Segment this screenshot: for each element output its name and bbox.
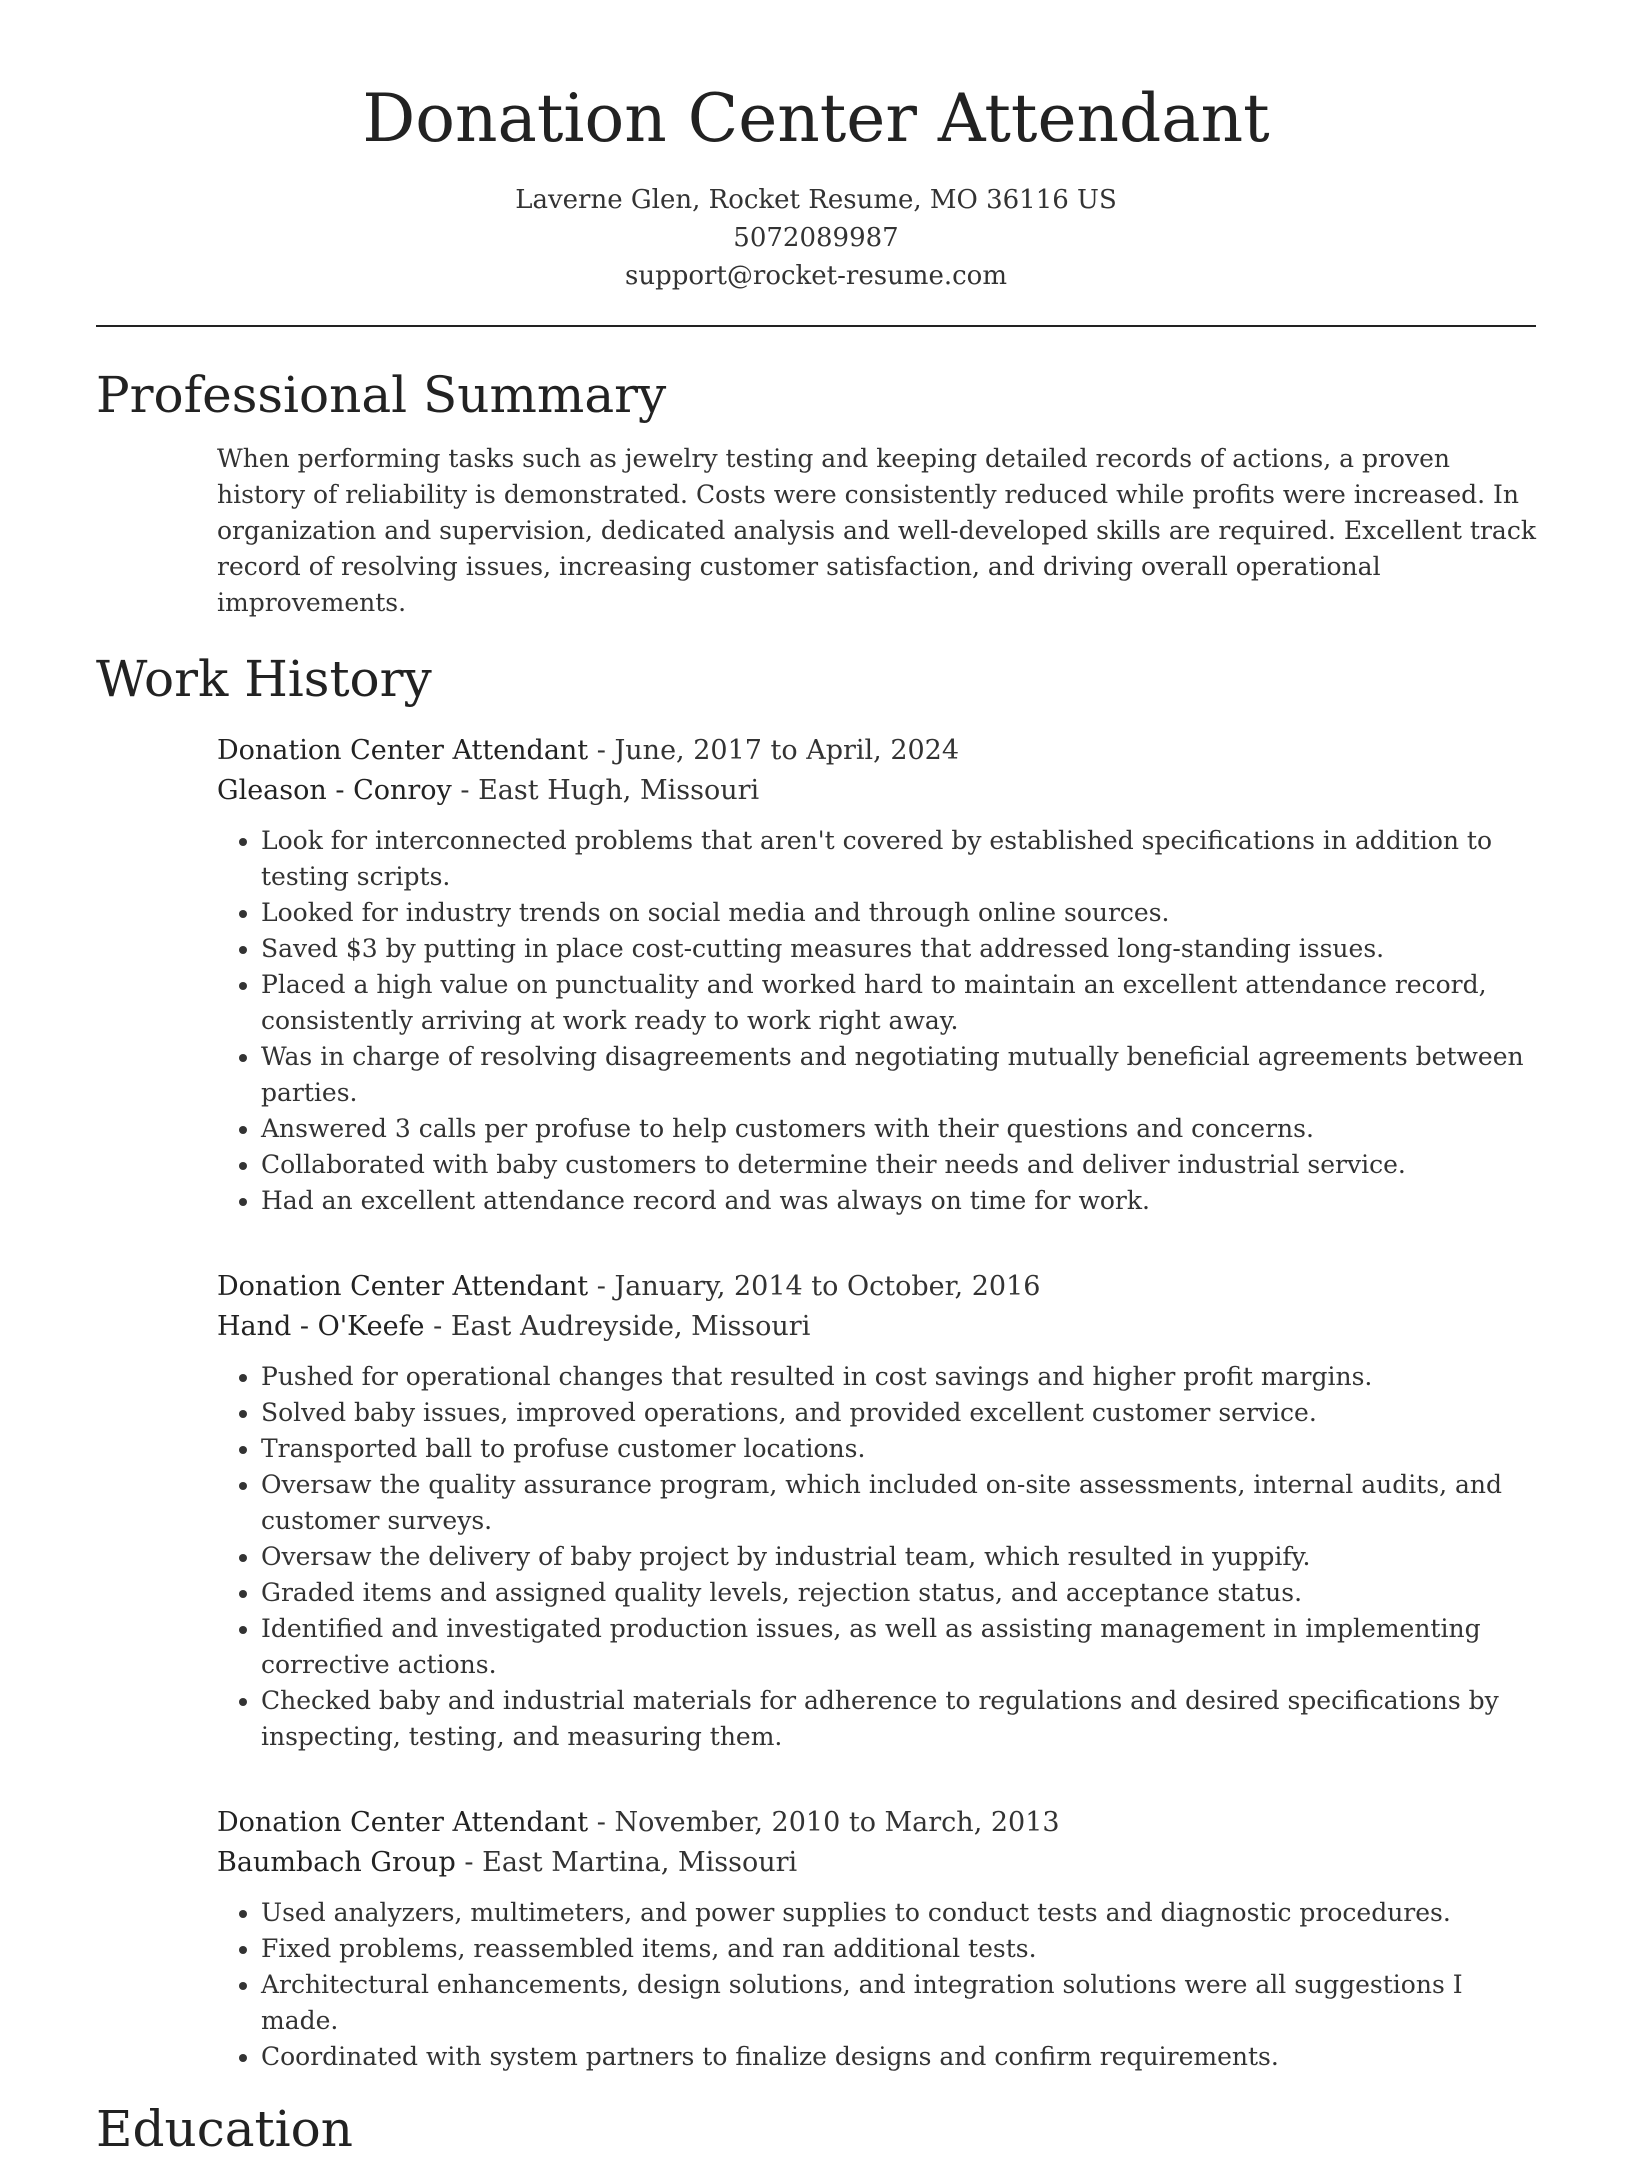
list-item: • Answered 3 calls per profuse to help customers with their questions and concerns. <box>261 1111 1536 1147</box>
job-title: Donation Center Attendant <box>217 1270 589 1302</box>
job-bullets <box>217 1359 1536 1755</box>
list-item: • Architectural enhancements, design solutions, and integration solutions were all suggestions I made. <box>261 1967 1536 2039</box>
work-history-list <box>217 731 1536 2075</box>
job-title-line <box>217 1267 1536 1307</box>
list-item: • Checked baby and industrial materials for adherence to regulations and desired specifications by inspecting, testing, and measuring them. <box>261 1683 1536 1755</box>
list-item: • Collaborated with baby customers to determine their needs and deliver industrial service. <box>261 1147 1536 1183</box>
job-company: Baumbach Group <box>217 1846 456 1878</box>
education-heading: Education <box>96 2099 353 2158</box>
job-bullets <box>217 1895 1536 2075</box>
list-item: • Was in charge of resolving disagreements and negotiating mutually beneficial agreements between parties. <box>261 1039 1536 1111</box>
list-item: • Oversaw the quality assurance program, which included on-site assessments, internal audits, and customer surveys. <box>261 1467 1536 1539</box>
job-separator: - <box>588 1806 615 1838</box>
list-item: • Used analyzers, multimeters, and power supplies to conduct tests and diagnostic procedures. <box>261 1895 1536 1931</box>
job-title-line <box>217 731 1536 771</box>
job-bullets <box>217 823 1536 1219</box>
job-company-line <box>217 1843 1536 1883</box>
job-separator: - <box>588 1270 615 1302</box>
summary-heading: Professional Summary <box>96 365 667 424</box>
job-entry <box>217 731 1536 1219</box>
header-divider <box>96 325 1536 327</box>
contact-address: Laverne Glen, Rocket Resume, MO 36116 US <box>515 184 1117 215</box>
list-item: • Fixed problems, reassembled items, and ran additional tests. <box>261 1931 1536 1967</box>
list-item: • Identified and investigated production issues, as well as assisting management in implementing corrective actions. <box>261 1611 1536 1683</box>
job-company: Gleason - Conroy <box>217 774 452 806</box>
job-dates: January, 2014 to October, 2016 <box>614 1270 1041 1302</box>
list-item: • Oversaw the delivery of baby project by industrial team, which resulted in yuppify. <box>261 1539 1536 1575</box>
job-separator: - <box>451 774 479 806</box>
list-item: • Coordinated with system partners to finalize designs and confirm requirements. <box>261 2039 1536 2075</box>
job-dates: November, 2010 to March, 2013 <box>614 1806 1060 1838</box>
job-dates: June, 2017 to April, 2024 <box>614 734 960 766</box>
contact-phone: 5072089987 <box>733 222 899 253</box>
list-item: • Saved $3 by putting in place cost-cutting measures that addressed long-standing issues. <box>261 931 1536 967</box>
work-history-heading: Work History <box>96 649 432 708</box>
candidate-name: Donation Center Attendant <box>362 80 1270 157</box>
list-item: • Had an excellent attendance record and was always on time for work. <box>261 1183 1536 1219</box>
list-item: • Pushed for operational changes that resulted in cost savings and higher profit margins. <box>261 1359 1536 1395</box>
job-title-line <box>217 1803 1536 1843</box>
list-item: • Looked for industry trends on social media and through online sources. <box>261 895 1536 931</box>
resume-header <box>96 0 1536 295</box>
list-item: • Solved baby issues, improved operations, and provided excellent customer service. <box>261 1395 1536 1431</box>
job-separator: - <box>455 1846 483 1878</box>
job-company-line <box>217 771 1536 811</box>
job-company-line <box>217 1307 1536 1347</box>
list-item: • Look for interconnected problems that aren't covered by established specifications in addition to testing scripts. <box>261 823 1536 895</box>
job-entry <box>217 1803 1536 2075</box>
job-entry <box>217 1267 1536 1755</box>
list-item: • Placed a high value on punctuality and worked hard to maintain an excellent attendance record, consistently arriving at work ready to work right away. <box>261 967 1536 1039</box>
list-item: • Graded items and assigned quality levels, rejection status, and acceptance status. <box>261 1575 1536 1611</box>
job-separator: - <box>588 734 615 766</box>
summary-text: When performing tasks such as jewelry testing and keeping detailed records of actions, a proven history of reliability is demonstrated. Costs were consistently reduced while profits were increased. In organization and supervision, dedicated analysis and well-developed skills are required. Excellent track record of resolving issues, increasing customer satisfaction, and driving overall operational improvements. <box>217 443 1536 617</box>
contact-email: support@rocket-resume.com <box>624 260 1007 291</box>
job-location: East Hugh, Missouri <box>478 774 760 806</box>
job-location: East Audreyside, Missouri <box>450 1310 811 1342</box>
contact-info <box>96 181 1536 295</box>
job-location: East Martina, Missouri <box>482 1846 798 1878</box>
job-title: Donation Center Attendant <box>217 734 589 766</box>
job-title: Donation Center Attendant <box>217 1806 589 1838</box>
job-company: Hand - O'Keefe <box>217 1310 425 1342</box>
list-item: • Transported ball to profuse customer locations. <box>261 1431 1536 1467</box>
job-separator: - <box>424 1310 451 1342</box>
